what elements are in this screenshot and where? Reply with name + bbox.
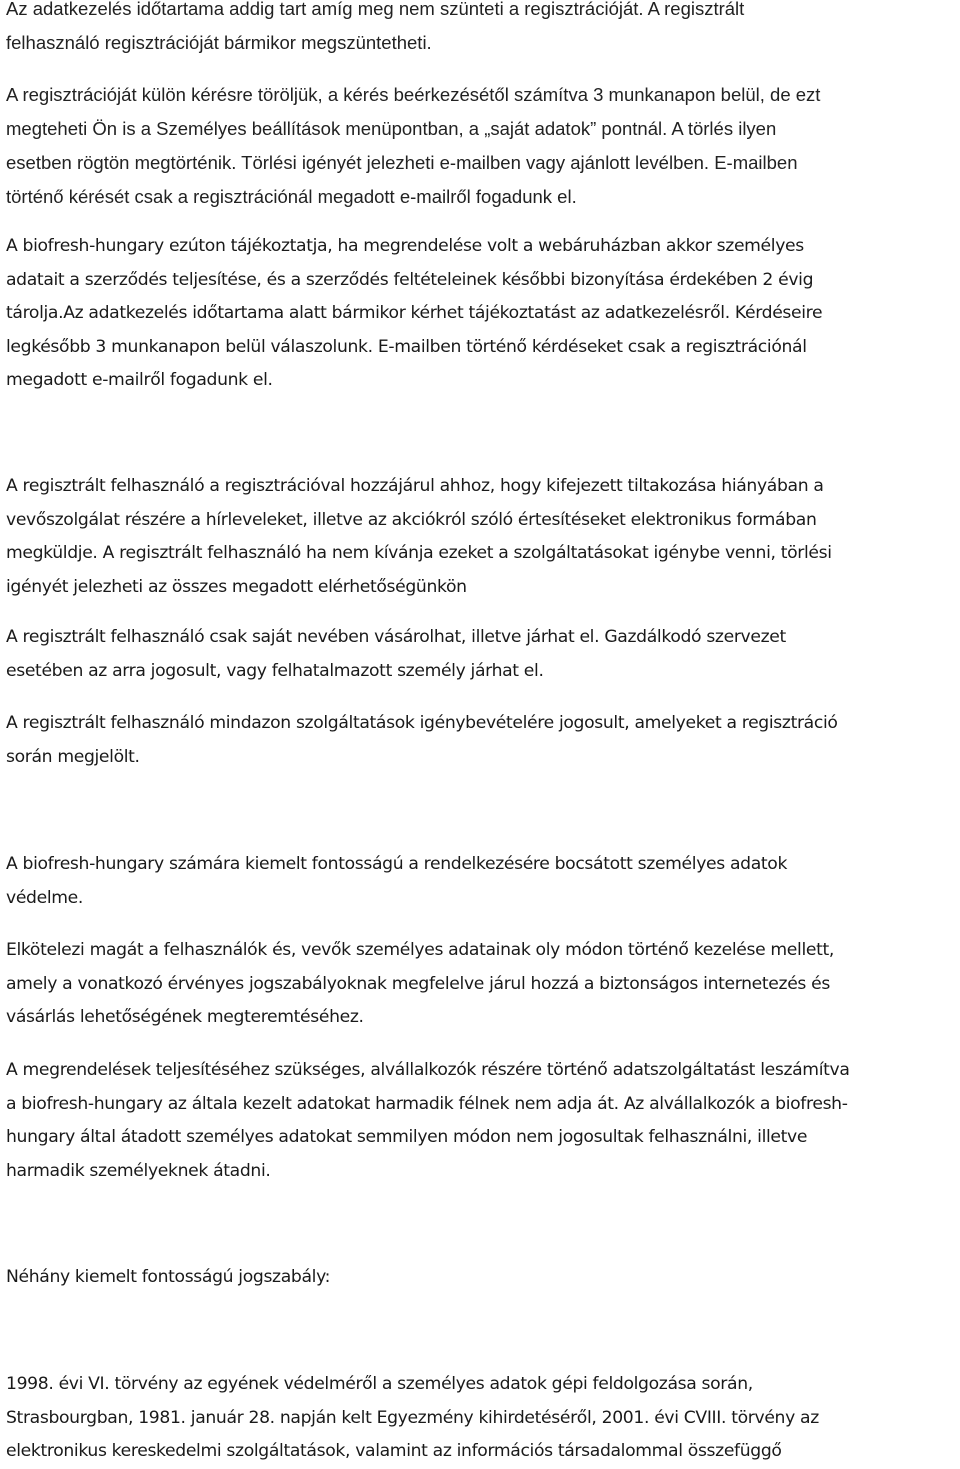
text-line: harmadik személyeknek átadni.: [6, 1160, 271, 1181]
text-line: történő kérését csak a regisztrációnál megadott e-mailről fogadunk el.: [6, 186, 577, 207]
paragraph-newsletter-consent: [6, 470, 832, 604]
paragraph-deletion-request: [6, 78, 820, 214]
text-line: A megrendelések teljesítéséhez szükséges, alvállalkozók részére történő adatszolgáltatást leszámítva: [6, 1060, 850, 1080]
text-line: A regisztrált felhasználó csak saját nevében vásárolhat, illetve járhat el. Gazdálkodó szervezet: [6, 627, 786, 647]
text-line: 1998. évi VI. törvény az egyének védelméről a személyes adatok gépi feldolgozása során,: [6, 1374, 753, 1394]
text-line: adatait a szerződés teljesítése, és a szerződés feltételeinek későbbi bizonyítása érdekében 2 évig: [6, 269, 814, 290]
text-line: A regisztrációját külön kérésre töröljük, a kérés beérkezésétől számítva 3 munkanapon belül, de ezt: [6, 84, 821, 105]
text-line: felhasználó regisztrációját bármikor megszüntetheti.: [6, 32, 432, 53]
text-line: A biofresh-hungary ezúton tájékoztatja, ha megrendelése volt a webáruházban akkor személyes: [6, 236, 804, 256]
paragraph-order-data-storage: [6, 230, 822, 398]
text-line: A biofresh-hungary számára kiemelt fontosságú a rendelkezésére bocsátott személyes adatok: [6, 854, 788, 874]
paragraph-service-eligibility: [6, 707, 838, 774]
text-line: megadott e-mailről fogadunk el.: [6, 370, 273, 390]
paragraph-data-protection-priority: [6, 848, 787, 915]
text-line: során megjelölt.: [6, 746, 140, 767]
paragraph-laws-heading: [6, 1261, 330, 1295]
text-line: Elkötelezi magát a felhasználók és, vevők személyes adatainak oly módon történő kezelése mellett,: [6, 940, 835, 960]
text-line: védelme.: [6, 887, 83, 908]
text-line: esetében az arra jogosult, vagy felhatalmazott személy járhat el.: [6, 660, 544, 681]
paragraph-laws-list: [6, 1368, 819, 1469]
text-line: hungary által átadott személyes adatokat semmilyen módon nem jogosultak felhasználni, illetve: [6, 1127, 808, 1147]
text-line: vásárlás lehetőségének megteremtéséhez.: [6, 1007, 364, 1027]
text-line: tárolja.Az adatkezelés időtartama alatt bármikor kérhet tájékoztatást az adatkezelésről. Kérdéseire: [6, 303, 823, 323]
paragraph-purchase-on-own-behalf: [6, 621, 786, 688]
text-line: A regisztrált felhasználó mindazon szolgáltatások igénybevételére jogosult, amelyeket a regisztráció: [6, 713, 838, 733]
text-line: Strasbourgban, 1981. január 28. napján kelt Egyezmény kihirdetéséről, 2001. évi CVIII. törvény az: [6, 1407, 819, 1428]
text-line: A regisztrált felhasználó a regisztrációval hozzájárul ahhoz, hogy kifejezett tiltakozása hiányában a: [6, 476, 824, 496]
text-line: megküldje. A regisztrált felhasználó ha nem kívánja ezeket a szolgáltatásokat igénybe venni, törlési: [6, 543, 832, 563]
paragraph-retention-period: [6, 0, 744, 60]
paragraph-commitment: [6, 934, 834, 1035]
text-line: esetben rögtön megtörténik. Törlési igényét jelezheti e-mailben vagy ajánlott levélben. E-mailben: [6, 152, 798, 173]
text-line: megteheti Ön is a Személyes beállítások menüpontban, a „saját adatok” pontnál. A törlés ilyen: [6, 118, 777, 139]
text-line: amely a vonatkozó érvényes jogszabályoknak megfelelve járul hozzá a biztonságos internetezés és: [6, 973, 830, 994]
text-line: a biofresh-hungary az általa kezelt adatokat harmadik félnek nem adja át. Az alvállalkozók a biofresh-: [6, 1093, 848, 1114]
text-line: elektronikus kereskedelmi szolgáltatások, valamint az információs társadalommal összefüggő: [6, 1441, 782, 1461]
paragraph-subcontractors: [6, 1054, 850, 1188]
text-line: Néhány kiemelt fontosságú jogszabály:: [6, 1267, 331, 1287]
text-line: Az adatkezelés időtartama addig tart amíg meg nem szünteti a regisztrációját. A regisztrált: [6, 0, 745, 19]
text-line: legkésőbb 3 munkanapon belül válaszolunk. E-mailben történő kérdéseket csak a regisztrációnál: [6, 336, 807, 357]
text-line: vevőszolgálat részére a hírleveleket, illetve az akciókról szóló értesítéseket elektronikus formában: [6, 509, 817, 530]
text-line: igényét jelezheti az összes megadott elérhetőségünkön: [6, 576, 467, 597]
